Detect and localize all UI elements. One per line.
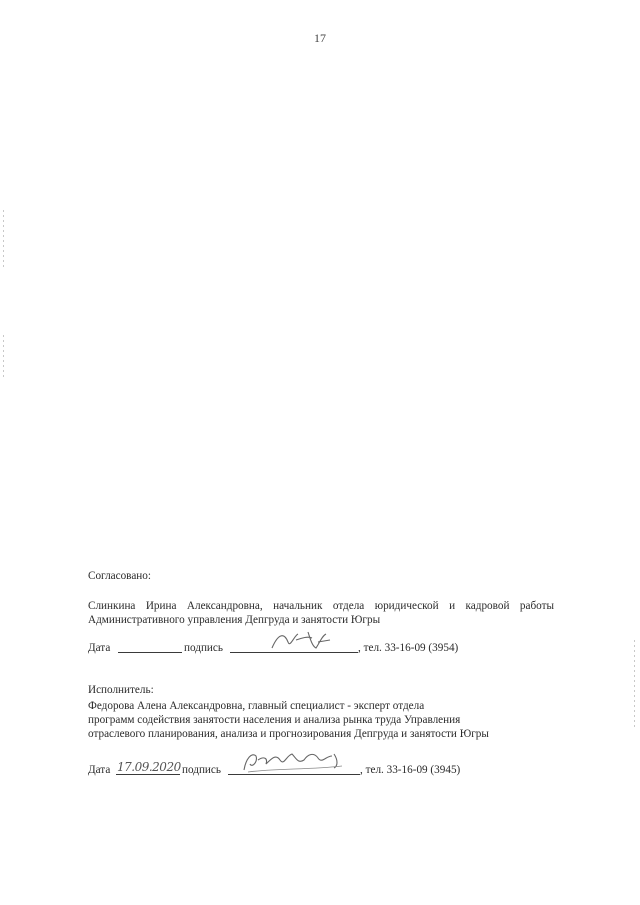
executor-signature-image <box>238 748 358 776</box>
approval-line: Административного управления Депгруда и занятости Югры <box>88 614 381 626</box>
scan-edge-left <box>3 210 4 270</box>
executor-line: отраслевого планирования, анализа и прогнозирования Депгруда и занятости Югры <box>88 728 489 740</box>
approval-text <box>88 599 554 627</box>
approval-heading <box>88 569 554 583</box>
executor-line: программ содействия занятости населения и анализа рынка труда Управления <box>88 714 461 726</box>
executor-text <box>88 699 554 741</box>
executor-heading-text: Исполнитель: <box>88 684 154 696</box>
approval-signature-row <box>88 636 558 658</box>
approval-line: Слинкина Ирина Александровна, начальник отдела юридической и кадровой работы <box>88 600 554 612</box>
executor-signature-label: подпись <box>182 764 221 776</box>
executor-phone: , тел. 33-16-09 (3945) <box>360 764 461 776</box>
approval-date-label: Дата <box>88 642 111 654</box>
executor-signature-row <box>88 758 558 780</box>
scan-edge-right <box>634 640 635 730</box>
scan-edge-left <box>3 335 4 380</box>
approval-signature-label: подпись <box>184 642 223 654</box>
executor-line: Федорова Алена Александровна, главный специалист - эксперт отдела <box>88 700 425 712</box>
executor-date-label: Дата <box>88 764 111 776</box>
approval-phone: , тел. 33-16-09 (3954) <box>358 642 459 654</box>
executor-heading <box>88 683 554 697</box>
executor-date-underline <box>116 774 180 775</box>
page-number: 17 <box>314 31 326 45</box>
approval-date-underline <box>118 652 182 653</box>
executor-handwritten-date: 17.09.2020 <box>117 760 181 774</box>
approval-heading-text: Согласовано: <box>88 570 151 582</box>
approval-signature-image <box>268 628 338 654</box>
